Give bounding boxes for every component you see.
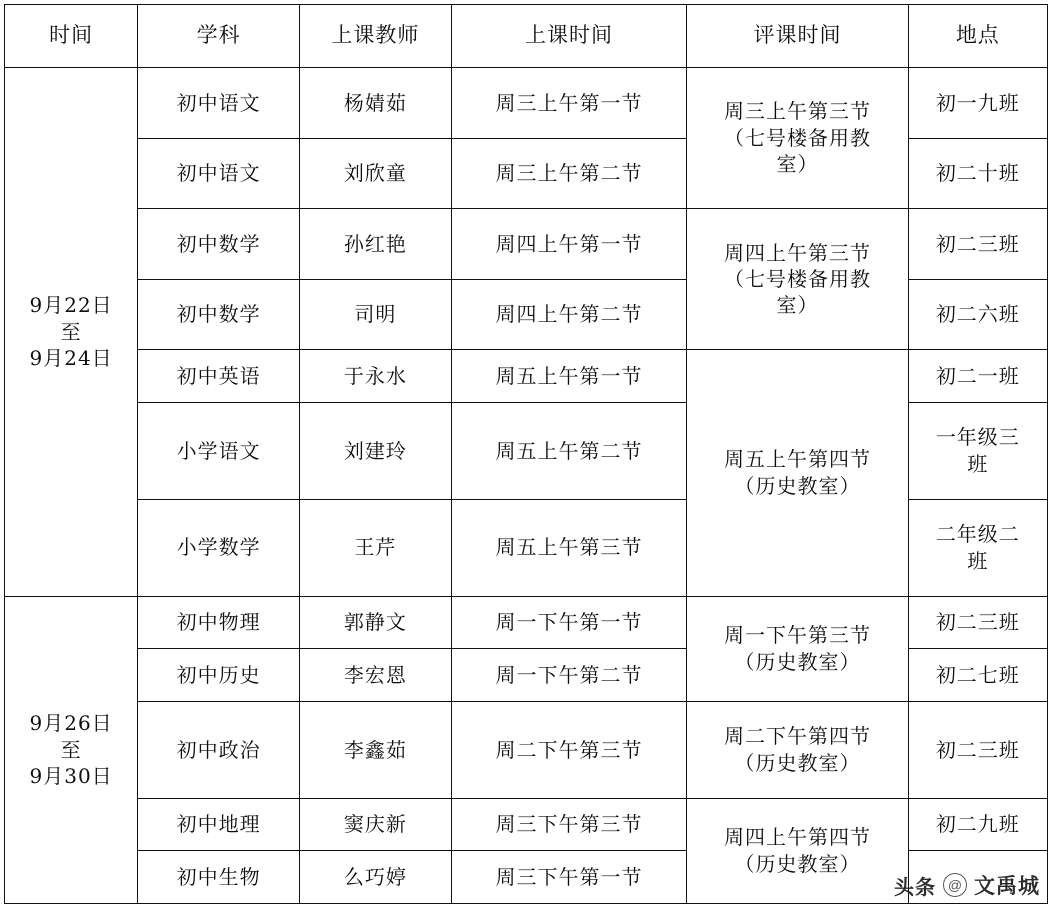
review-time-cell: 周四上午第三节 （七号楼备用教 室） [687, 209, 908, 350]
subject-cell: 小学语文 [138, 402, 300, 499]
place-cell: 初二十班 [908, 138, 1047, 209]
class-time-cell: 周三下午第一节 [451, 851, 687, 904]
teacher-cell: 杨婧茹 [300, 68, 452, 139]
place-cell: 初二七班 [908, 649, 1047, 702]
daterange-cell-group2: 9月26日 至 9月30日 [5, 596, 138, 903]
class-time-cell: 周五上午第一节 [451, 350, 687, 403]
subject-cell: 初中语文 [138, 68, 300, 139]
subject-cell: 初中物理 [138, 596, 300, 649]
subject-cell: 初中英语 [138, 350, 300, 403]
header-row [5, 5, 1048, 68]
subject-cell: 初中生物 [138, 851, 300, 904]
teacher-cell: 么巧婷 [300, 851, 452, 904]
place-cell: 初二九班 [908, 798, 1047, 851]
place-cell: 初二三班 [908, 701, 1047, 798]
teacher-cell: 司明 [300, 279, 452, 350]
teacher-cell: 孙红艳 [300, 209, 452, 280]
class-time-cell: 周一下午第一节 [451, 596, 687, 649]
review-time-cell: 周三上午第三节 （七号楼备用教 室） [687, 68, 908, 209]
header-cell-time: 时间 [5, 5, 138, 68]
subject-cell: 初中地理 [138, 798, 300, 851]
place-cell: 初二三班 [908, 596, 1047, 649]
teacher-cell: 李宏恩 [300, 649, 452, 702]
class-time-cell: 周五上午第三节 [451, 499, 687, 596]
table-row [5, 209, 1048, 280]
place-cell: 一年级三 班 [908, 402, 1047, 499]
at-icon: @ [943, 873, 967, 897]
subject-cell: 小学数学 [138, 499, 300, 596]
class-time-cell: 周二下午第三节 [451, 701, 687, 798]
review-time-cell: 周五上午第四节 （历史教室） [687, 350, 908, 596]
teacher-cell: 刘建玲 [300, 402, 452, 499]
header-cell-class-time: 上课时间 [451, 5, 687, 68]
teacher-cell: 窦庆新 [300, 798, 452, 851]
header-cell-place: 地点 [908, 5, 1047, 68]
table-header [5, 5, 1048, 68]
header-cell-subject: 学科 [138, 5, 300, 68]
table-row [5, 68, 1048, 139]
class-time-cell: 周五上午第二节 [451, 402, 687, 499]
watermark-logo: 头条 [894, 876, 936, 899]
class-time-cell: 周四上午第一节 [451, 209, 687, 280]
place-cell: 初二六班 [908, 279, 1047, 350]
class-time-cell: 周三上午第一节 [451, 68, 687, 139]
subject-cell: 初中历史 [138, 649, 300, 702]
subject-cell: 初中语文 [138, 138, 300, 209]
review-time-cell: 周二下午第四节 （历史教室） [687, 701, 908, 798]
teacher-cell: 于永水 [300, 350, 452, 403]
header-cell-teacher: 上课教师 [300, 5, 452, 68]
review-time-cell: 周一下午第三节 （历史教室） [687, 596, 908, 701]
teacher-cell: 刘欣童 [300, 138, 452, 209]
subject-cell: 初中数学 [138, 279, 300, 350]
teacher-cell: 李鑫茹 [300, 701, 452, 798]
class-time-cell: 周三上午第二节 [451, 138, 687, 209]
review-time-cell: 周四上午第四节 （历史教室） [687, 798, 908, 903]
subject-cell: 初中政治 [138, 701, 300, 798]
class-time-cell: 周四上午第二节 [451, 279, 687, 350]
teacher-cell: 王芹 [300, 499, 452, 596]
place-cell: 初二一班 [908, 350, 1047, 403]
teacher-cell: 郭静文 [300, 596, 452, 649]
place-cell: 二年级二 班 [908, 499, 1047, 596]
watermark-account-name: 文禹城 [974, 875, 1040, 898]
class-time-cell: 周一下午第二节 [451, 649, 687, 702]
table-row [5, 596, 1048, 649]
teaching-schedule-table [4, 4, 1048, 904]
daterange-cell-group1: 9月22日 至 9月24日 [5, 68, 138, 597]
place-cell: 初二三班 [908, 209, 1047, 280]
schedule-sheet [4, 4, 1048, 904]
header-cell-review-time: 评课时间 [687, 5, 908, 68]
place-cell: 初一九班 [908, 68, 1047, 139]
table-row [5, 798, 1048, 851]
place-cell [908, 851, 1047, 904]
table-body [5, 68, 1048, 904]
table-row [5, 350, 1048, 403]
table-row [5, 701, 1048, 798]
class-time-cell: 周三下午第三节 [451, 798, 687, 851]
subject-cell: 初中数学 [138, 209, 300, 280]
